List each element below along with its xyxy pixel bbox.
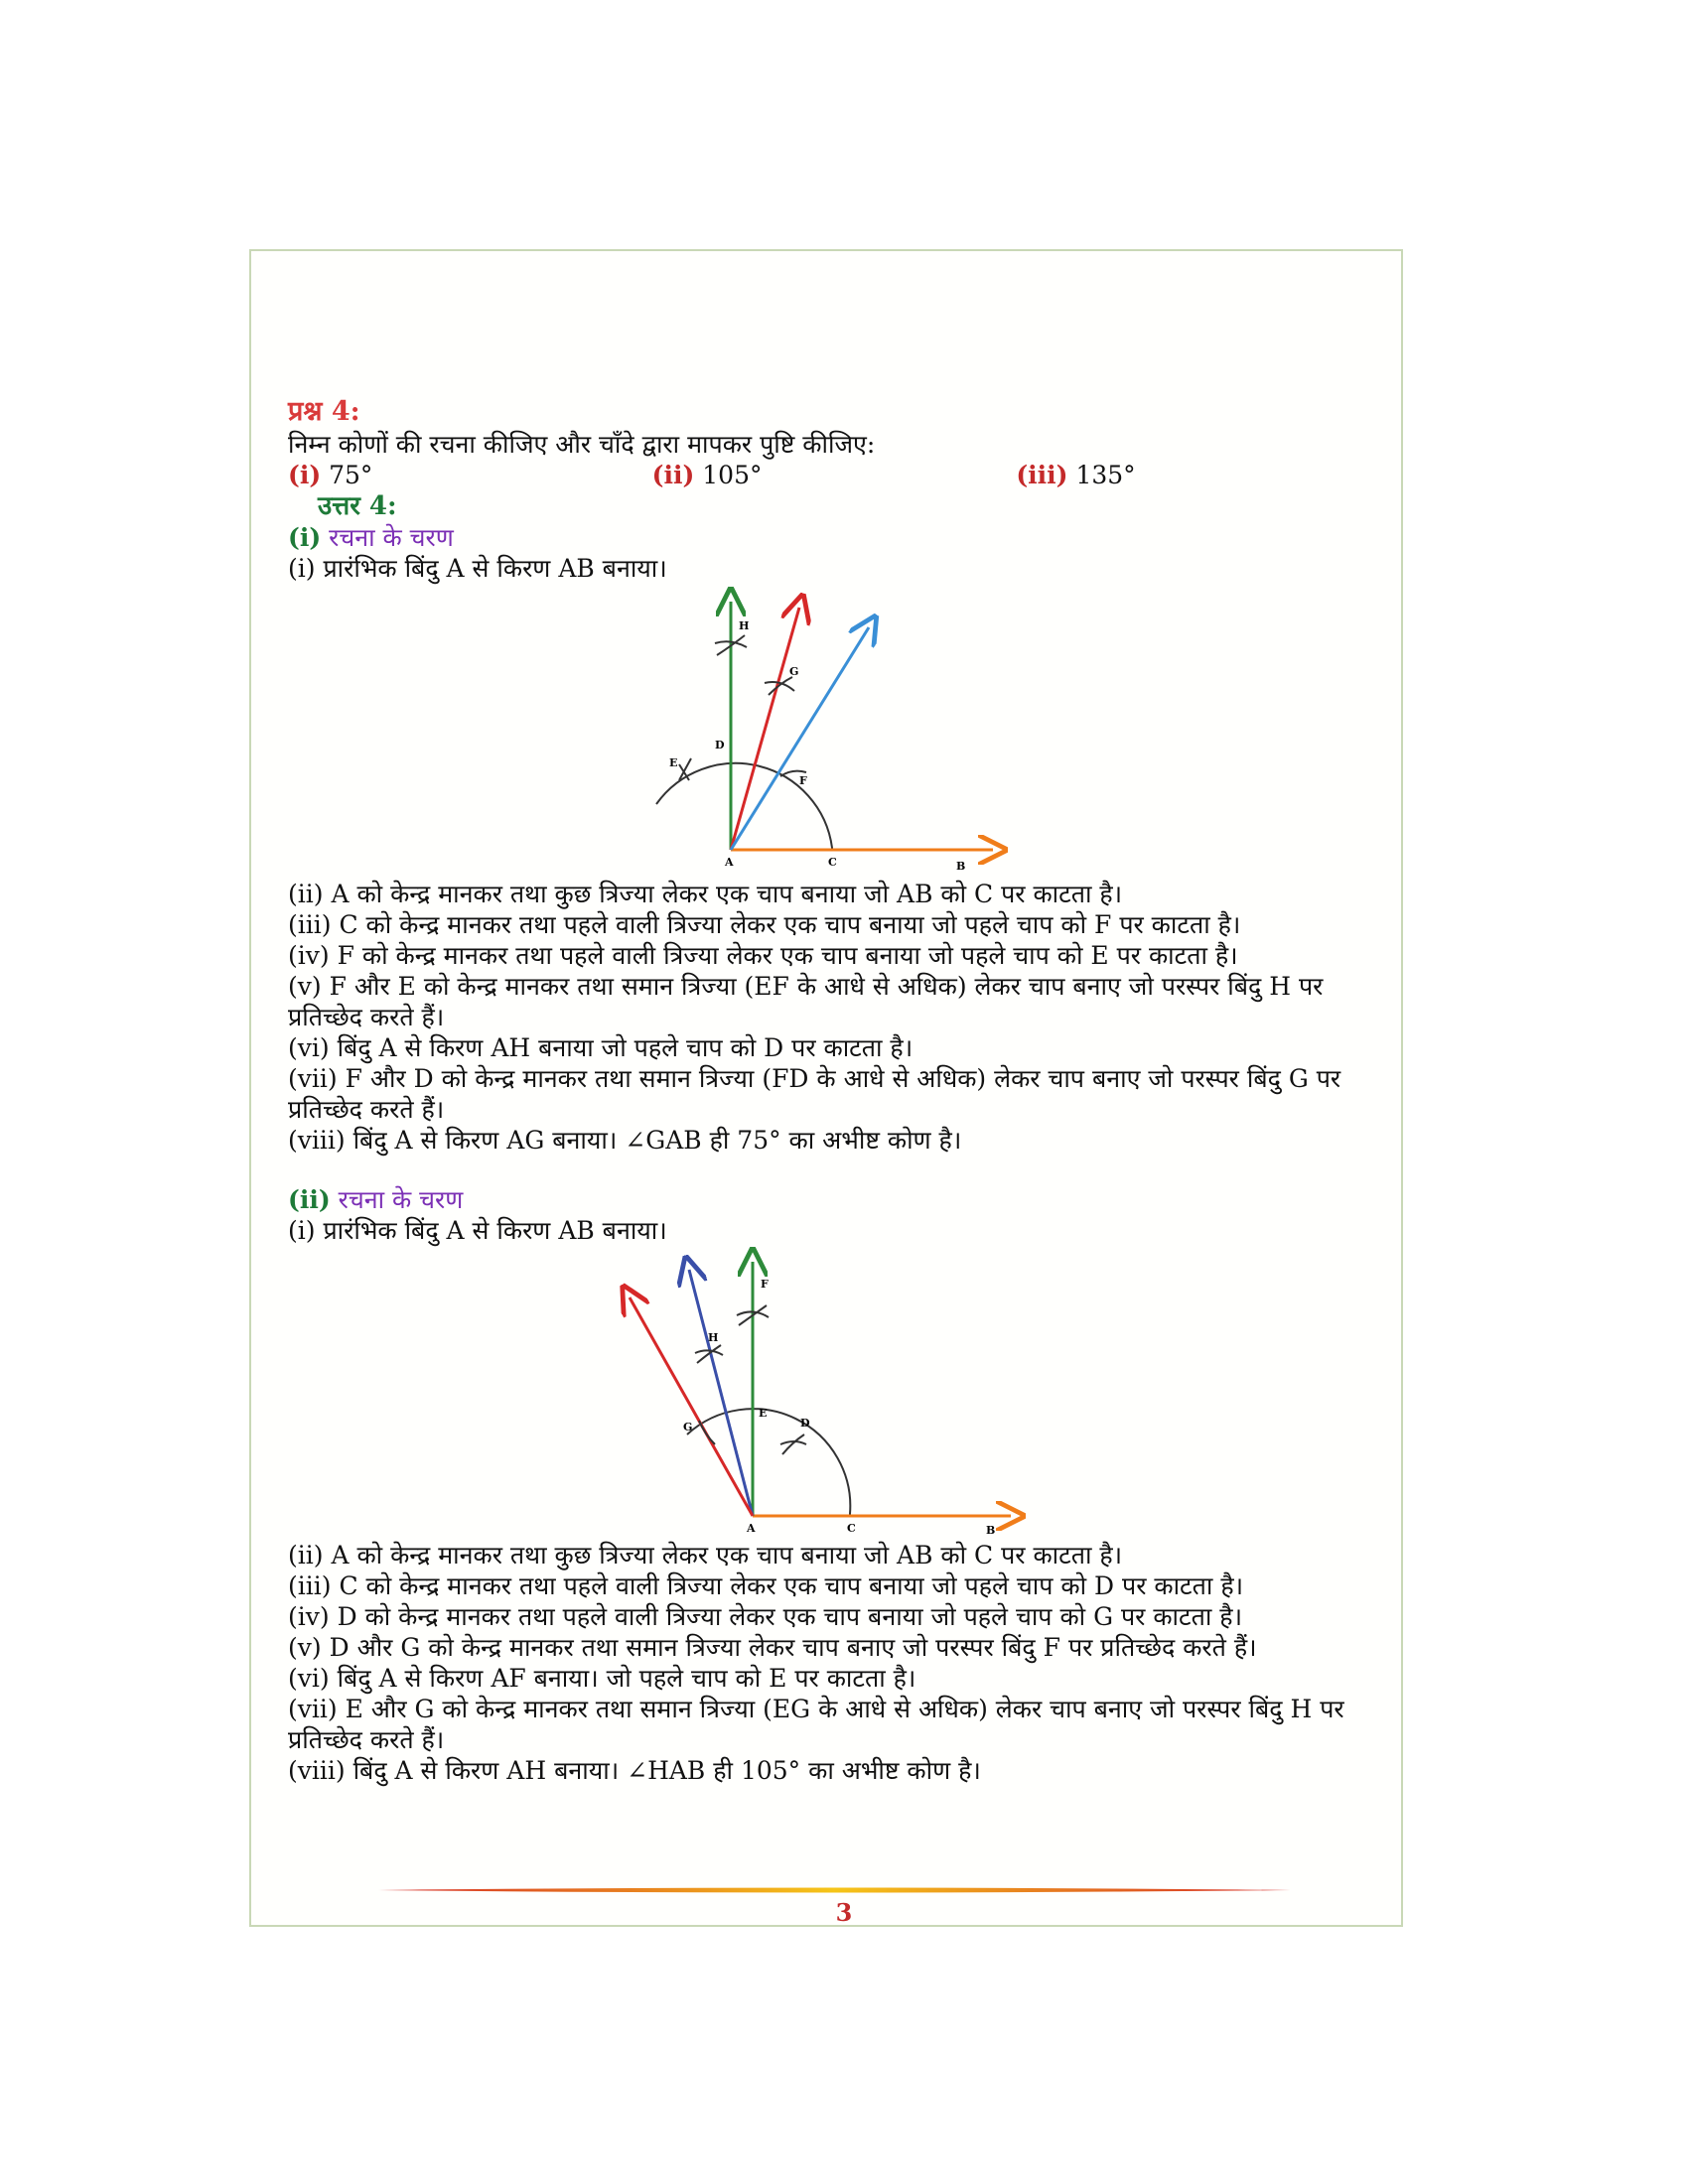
question-title: प्रश्न 4: — [288, 396, 360, 427]
ray-af — [731, 627, 869, 850]
label-a: A — [747, 1522, 756, 1535]
part2-step-7: (vii) E और G को केन्द्र मानकर तथा समान त्रिज्या (EG के आधे से अधिक) लेकर चाप बनाए जो परस्पर बिंदु H पर प्रतिच्छेद करते हैं। — [288, 1695, 1344, 1754]
option-1: (i) 75° — [288, 461, 373, 489]
footer-divider — [377, 1886, 1291, 1894]
option-3: (iii) 135° — [1016, 461, 1136, 489]
label-g: G — [683, 1421, 693, 1433]
label-b: B — [986, 1524, 996, 1537]
part1-step-2: (ii) A को केन्द्र मानकर तथा कुछ त्रिज्या लेकर एक चाप बनाया जो AB को C पर काटता है। — [288, 880, 1123, 908]
label-c: C — [847, 1522, 856, 1535]
part1-step-1: (i) प्रारंभिक बिंदु A से किरण AB बनाया। — [288, 554, 667, 583]
part1-step-8: (viii) बिंदु A से किरण AG बनाया। ∠GAB ही 75° का अभीष्ट कोण है। — [288, 1126, 962, 1155]
part2-heading: (ii) रचना के चरण — [288, 1185, 464, 1214]
part2-step-8: (viii) बिंदु A से किरण AH बनाया। ∠HAB ही 105° का अभीष्ट कोण है। — [288, 1756, 981, 1785]
label-g: G — [789, 665, 799, 678]
label-f: F — [799, 774, 807, 787]
label-e: E — [669, 756, 678, 769]
option-2: (ii) 105° — [651, 461, 763, 489]
part1-step-6: (vi) बिंदु A से किरण AH बनाया जो पहले चाप को D पर काटता है। — [288, 1033, 914, 1062]
label-a: A — [725, 856, 734, 869]
label-d: D — [800, 1417, 810, 1430]
label-e: E — [759, 1407, 768, 1420]
part1-step-4: (iv) F को केन्द्र मानकर तथा पहले वाली त्रिज्या लेकर एक चाप बनाया जो पहले चाप को E पर काटता है। — [288, 941, 1238, 970]
construction-figure-75 — [288, 584, 1380, 879]
part2-step-2: (ii) A को केन्द्र मानकर तथा कुछ त्रिज्या लेकर एक चाप बनाया जो AB को C पर काटता है। — [288, 1541, 1123, 1570]
label-h: H — [739, 619, 750, 632]
label-b: B — [956, 860, 966, 873]
label-f: F — [761, 1278, 769, 1291]
label-h: H — [708, 1331, 719, 1344]
part2-step-5: (v) D और G को केन्द्र मानकर तथा समान त्रिज्या लेकर चाप बनाए जो परस्पर बिंदु F पर प्रतिच्छेद करते हैं। — [288, 1633, 1257, 1662]
page-content — [288, 395, 1380, 1786]
part2-step-4: (iv) D को केन्द्र मानकर तथा पहले वाली त्रिज्या लेकर एक चाप बनाया जो पहले चाप को G पर काटता है। — [288, 1602, 1243, 1631]
part2-step-6: (vi) बिंदु A से किरण AF बनाया। जो पहले चाप को E पर काटता है। — [288, 1664, 916, 1693]
part2-step-1: (i) प्रारंभिक बिंदु A से किरण AB बनाया। — [288, 1216, 667, 1245]
part1-step-5: (v) F और E को केन्द्र मानकर तथा समान त्रिज्या (EF के आधे से अधिक) लेकर चाप बनाए जो परस्पर बिंदु H पर प्रतिच्छेद करते हैं। — [288, 972, 1324, 1031]
ray-ag — [630, 1297, 753, 1516]
construction-figure-105 — [288, 1246, 1380, 1540]
part2-step-3: (iii) C को केन्द्र मानकर तथा पहले वाली त्रिज्या लेकर एक चाप बनाया जो पहले चाप को D पर काटता है। — [288, 1571, 1244, 1600]
question-text: निम्न कोणों की रचना कीजिए और चाँदे द्वारा मापकर पुष्टि कीजिए: — [288, 430, 876, 459]
figure-105-container — [288, 1246, 1380, 1540]
part1-heading: (i) रचना के चरण — [288, 523, 454, 552]
figure-75-container — [288, 584, 1380, 879]
answer-title: उत्तर 4: — [318, 491, 397, 521]
label-c: C — [828, 856, 837, 869]
label-d: D — [715, 739, 725, 751]
ray-ah — [689, 1270, 753, 1516]
arc — [687, 1409, 850, 1516]
part1-step-7: (vii) F और D को केन्द्र मानकर तथा समान त्रिज्या (FD के आधे से अधिक) लेकर चाप बनाए जो परस्पर बिंदु G पर प्रतिच्छेद करते हैं। — [288, 1064, 1341, 1124]
page-number: 3 — [835, 1898, 853, 1927]
question-options — [288, 460, 1380, 490]
part1-step-3: (iii) C को केन्द्र मानकर तथा पहले वाली त्रिज्या लेकर एक चाप बनाया जो पहले चाप को F पर काटता है। — [288, 910, 1241, 939]
